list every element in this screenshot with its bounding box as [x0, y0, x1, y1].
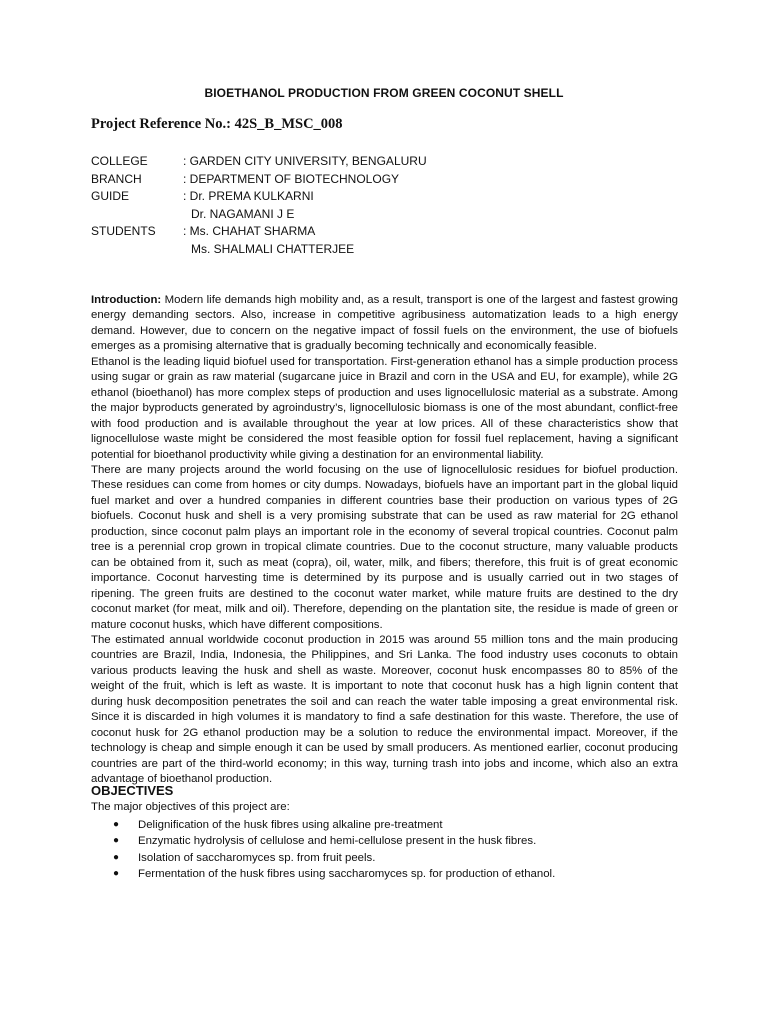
intro-paragraph-1 [91, 293, 678, 355]
detail-value: : Ms. CHAHAT SHARMA [183, 224, 316, 239]
introduction-label: Introduction: [91, 294, 162, 306]
detail-key [91, 241, 183, 259]
bullet-icon: ● [113, 851, 120, 863]
detail-value: : DEPARTMENT OF BIOTECHNOLOGY [183, 171, 400, 186]
detail-value: Dr. NAGAMANI J E [191, 206, 295, 221]
objective-item [91, 817, 555, 833]
detail-row-guide-2 [91, 206, 427, 224]
introduction-section [91, 293, 678, 788]
detail-row-college [91, 153, 427, 171]
detail-key: GUIDE [91, 189, 130, 204]
detail-row-students-2 [91, 241, 427, 259]
bullet-icon: ● [113, 835, 120, 847]
intro-paragraph-text: Modern life demands high mobility and, as a result, transport is one of the largest and fastest growing energy demanding sectors. Also, increase in competitive agribusiness automatization leads to a high energy demand. However, due to concern on the negative impact of fossil fuels on the environment, the use of biofuels emerges as a promising alternative that is gradually becoming technically and economically feasible. [91, 294, 678, 353]
bullet-icon: ● [113, 867, 120, 879]
detail-value: Ms. SHALMALI CHATTERJEE [191, 241, 355, 256]
detail-key: BRANCH [91, 171, 142, 186]
objective-item [91, 833, 555, 849]
detail-value: : GARDEN CITY UNIVERSITY, BENGALURU [183, 154, 427, 168]
objective-text: Delignification of the husk fibres using alkaline pre-treatment [138, 819, 443, 831]
detail-row-guide [91, 188, 427, 206]
detail-row-branch [91, 171, 427, 189]
detail-key: COLLEGE [91, 154, 148, 168]
project-reference: Project Reference No.: 42S_B_MSC_008 [91, 116, 343, 132]
objectives-intro: The major objectives of this project are: [91, 801, 290, 813]
objective-text: Enzymatic hydrolysis of cellulose and hemi-cellulose present in the husk fibres. [138, 835, 537, 848]
intro-paragraph-4: The estimated annual worldwide coconut production in 2015 was around 55 million tons and the main producing countries are Brazil, India, Indonesia, the Philippines, and Sri Lanka. The food industry uses coconuts to obtain various products leaving the husk and shell as waste. Moreover, coconut husk encompasses 80 to 85% of the weight of the fruit, which is left as waste. It is important to note that coconut husk has a high lignin content that during husk decomposition penetrates the soil and can reach the water table imposing a great environmental risk. Since it is discarded in high volumes it is mandatory to find a safe destination for this waste. Therefore, the use of coconut husk for 2G ethanol production may be a solution to reduce the environmental impact. Moreover, if the technology is cheap and simple enough it can be used by small producers. As mentioned earlier, coconut producing countries are part of the third-world economy; in this way, turning trash into jobs and income, which also an extra advantage of bioethanol production. [91, 633, 678, 786]
project-details [91, 153, 427, 259]
detail-key: STUDENTS [91, 224, 156, 239]
objective-item [91, 866, 555, 882]
intro-paragraph-3: There are many projects around the world focusing on the use of lignocellulosic residues for biofuel production. These residues can come from homes or city dumps. Nowadays, biofuels have an important part in the global liquid fuel market and over a hundred companies in different countries base their production on various types of 2G biofuels. Coconut husk and shell is a very promising substrate that can be used as raw material for 2G ethanol production, since coconut palm plays an important role in the economy of several tropical countries. Coconut palm tree is a perennial crop grown in tropical climate countries. Due to the coconut structure, many valuable products can be obtained from it, such as meat (copra), oil, water, milk, and fibers; therefore, this fruit is of great economic importance. Coconut harvesting time is determined by its purpose and is usually carried out in two stages of ripening. The green fruits are destined to the coconut water market, while mature fruits are destined to the dry coconut market (for meat, milk and oil). Therefore, depending on the plantation site, the residue is made of green or mature coconut husks, which have different compositions. [91, 463, 678, 631]
bullet-icon: ● [113, 819, 120, 830]
objective-text: Isolation of saccharomyces sp. from fruit peels. [138, 851, 376, 864]
objective-text: Fermentation of the husk fibres using saccharomyces sp. for production of ethanol. [138, 867, 556, 880]
objective-item [91, 850, 555, 866]
document-title: BIOETHANOL PRODUCTION FROM GREEN COCONUT SHELL [204, 86, 564, 100]
objectives-list [91, 817, 555, 882]
detail-key [91, 206, 183, 224]
objectives-heading: OBJECTIVES [91, 783, 174, 798]
detail-value: : Dr. PREMA KULKARNI [183, 189, 314, 204]
intro-paragraph-2: Ethanol is the leading liquid biofuel used for transportation. First-generation ethanol has a simple production process using sugar or grain as raw material (sugarcane juice in Brazil and corn in the USA and EU, for example), while 2G ethanol (bioethanol) has more complex steps of production and uses lignocellulosic material as a substrate. Among the major byproducts generated by agroindustry’s, lignocellulosic biomass is one of the most abundant, conflict-free with food production and is available throughout the year at low prices. All of these characteristics show that lignocellulose waste might be considered the most feasible option for fossil fuel replacement, having a significant potential for bioethanol productivity while giving a destination for an environmental liability. [91, 355, 678, 461]
detail-row-students [91, 223, 427, 241]
